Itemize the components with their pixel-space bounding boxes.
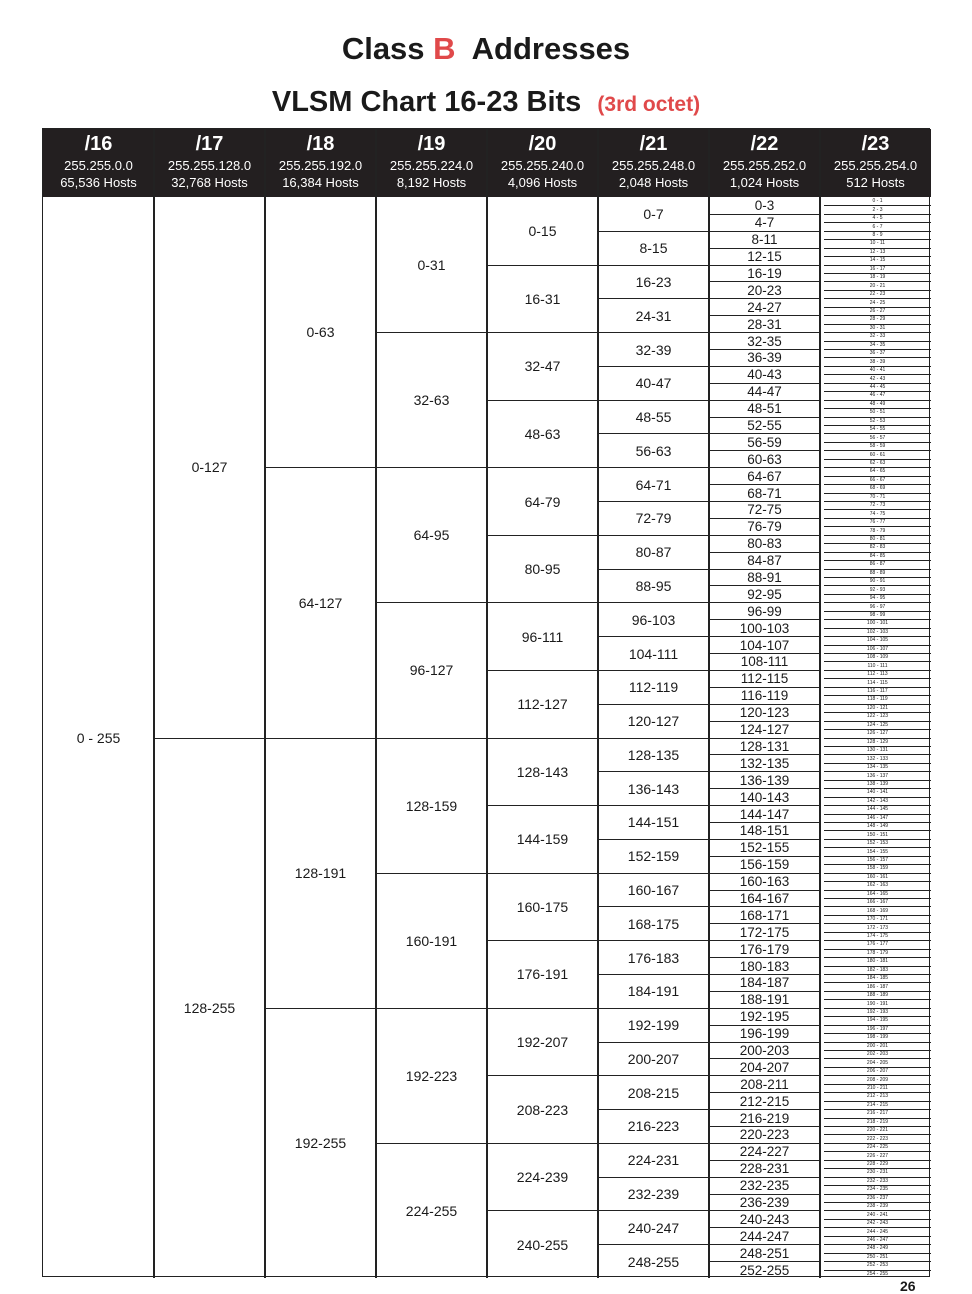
range-cell: 154 - 155 (824, 847, 931, 855)
header-mask: 255.255.252.0 (722, 158, 807, 173)
column-header (487, 129, 598, 197)
range-cell: 212 - 213 (824, 1092, 931, 1100)
range-cell: 50 - 51 (824, 408, 931, 416)
column-header (376, 129, 487, 197)
range-cell: 138 - 139 (824, 780, 931, 788)
class-letter: B (433, 31, 456, 66)
range-cell: 156-159 (709, 856, 820, 873)
range-cell: 74 - 75 (824, 509, 931, 517)
range-cell: 192-223 (376, 1008, 487, 1143)
range-cell: 240 - 241 (824, 1210, 931, 1218)
range-cell: 184-191 (598, 974, 709, 1008)
range-cell: 226 - 227 (824, 1151, 931, 1159)
range-cell: 134 - 135 (824, 763, 931, 771)
range-cell: 252 - 253 (824, 1261, 931, 1269)
range-cell: 168-175 (598, 906, 709, 940)
range-cell: 224-239 (487, 1143, 598, 1211)
page-title (0, 31, 972, 67)
range-cell: 16-31 (487, 265, 598, 333)
header-hosts: 32,768 Hosts (171, 175, 248, 190)
header-mask: 255.255.128.0 (167, 158, 252, 173)
range-cell: 88 - 89 (824, 569, 931, 577)
range-cell: 54 - 55 (824, 425, 931, 433)
range-cell: 24-31 (598, 298, 709, 332)
range-cell: 42 - 43 (824, 374, 931, 382)
range-cell: 220 - 221 (824, 1126, 931, 1134)
header-prefix: /22 (750, 133, 779, 155)
range-cell: 0-63 (306, 324, 335, 341)
range-cell: 128-135 (598, 738, 709, 772)
range-cell: 22 - 23 (824, 290, 931, 298)
range-cell: 162 - 163 (824, 881, 931, 889)
range-cell: 164-167 (709, 890, 820, 907)
range-cell: 224-231 (598, 1143, 709, 1177)
range-cell: 8 - 9 (824, 231, 931, 239)
range-cell: 208 - 209 (824, 1075, 931, 1083)
range-cell: 128-131 (709, 738, 820, 755)
range-cell: 96-99 (709, 602, 820, 619)
range-cell: 32 - 33 (824, 332, 931, 340)
range-cell: 80-83 (709, 535, 820, 552)
range-cell: 152 - 153 (824, 839, 931, 847)
header-mask: 255.255.0.0 (64, 158, 133, 173)
range-cell: 82 - 83 (824, 543, 931, 551)
range-cell: 0-127 (191, 459, 228, 476)
range-cell: 144-159 (487, 805, 598, 873)
range-cell: 192-207 (487, 1008, 598, 1076)
column-header (43, 129, 154, 197)
range-cell: 214 - 215 (824, 1101, 931, 1109)
header-mask: 255.255.192.0 (278, 158, 363, 173)
range-cell: 64 - 65 (824, 467, 931, 475)
range-cell: 144-151 (598, 805, 709, 839)
range-cell: 122 - 123 (824, 712, 931, 720)
range-cell: 0 - 255 (76, 729, 121, 746)
range-cell: 56 - 57 (824, 433, 931, 441)
range-cell: 172-175 (709, 923, 820, 940)
range-cell: 40-43 (709, 366, 820, 383)
range-cell: 180-183 (709, 957, 820, 974)
range-cell: 98 - 99 (824, 611, 931, 619)
range-cell: 6 - 7 (824, 222, 931, 230)
header-prefix: /20 (528, 133, 557, 155)
range-cell: 96-127 (376, 602, 487, 737)
range-cell: 64-67 (709, 467, 820, 484)
chart-subtitle (0, 86, 972, 119)
range-cell: 112 - 113 (824, 670, 931, 678)
range-cell: 68-71 (709, 484, 820, 501)
range-cell: 104 - 105 (824, 636, 931, 644)
range-cell: 152-159 (598, 839, 709, 873)
range-cell: 224-255 (376, 1143, 487, 1278)
range-cell: 136-143 (598, 771, 709, 805)
range-cell: 44 - 45 (824, 383, 931, 391)
range-cell: 70 - 71 (824, 493, 931, 501)
range-cell: 176-183 (598, 940, 709, 974)
range-cell: 236-239 (709, 1194, 820, 1211)
range-cell: 48-63 (487, 400, 598, 468)
range-cell: 208-211 (709, 1075, 820, 1092)
range-cell: 4 - 5 (824, 214, 931, 222)
range-cell: 64-79 (487, 467, 598, 535)
range-cell: 244 - 245 (824, 1227, 931, 1235)
range-cell: 60 - 61 (824, 450, 931, 458)
range-cell: 186 - 187 (824, 982, 931, 990)
range-cell: 28-31 (709, 315, 820, 332)
range-cell: 130 - 131 (824, 746, 931, 754)
range-cell: 200-203 (709, 1042, 820, 1059)
range-cell: 128-255 (154, 738, 265, 1279)
range-cell: 96-103 (598, 602, 709, 636)
range-cell: 196 - 197 (824, 1025, 931, 1033)
range-cell: 8-15 (598, 231, 709, 265)
range-cell: 52-55 (709, 417, 820, 434)
range-cell: 62 - 63 (824, 459, 931, 467)
range-cell: 140-143 (709, 788, 820, 805)
header-prefix: /19 (417, 133, 446, 155)
range-cell: 242 - 243 (824, 1219, 931, 1227)
range-cell: 14 - 15 (824, 256, 931, 264)
range-cell: 56-59 (709, 433, 820, 450)
range-cell: 180 - 181 (824, 957, 931, 965)
range-cell: 164 - 165 (824, 890, 931, 898)
range-cell: 246 - 247 (824, 1236, 931, 1244)
range-cell: 232-235 (709, 1177, 820, 1194)
range-cell: 250 - 251 (824, 1253, 931, 1261)
range-cell: 116 - 117 (824, 687, 931, 695)
range-cell: 248-251 (709, 1244, 820, 1261)
range-cell: 234 - 235 (824, 1185, 931, 1193)
range-cell: 244-247 (709, 1227, 820, 1244)
range-cell: 84-87 (709, 552, 820, 569)
range-cell: 100-103 (709, 619, 820, 636)
range-cell: 136 - 137 (824, 771, 931, 779)
header-hosts: 4,096 Hosts (507, 175, 578, 190)
column-header (154, 129, 265, 197)
range-cell: 0-31 (417, 256, 446, 273)
octet-note: (3rd octet) (597, 93, 701, 116)
range-cell: 248-255 (598, 1244, 709, 1278)
range-cell: 240-255 (487, 1210, 598, 1278)
range-cell: 168-171 (709, 906, 820, 923)
header-prefix: /16 (84, 133, 113, 155)
range-cell: 112-119 (598, 670, 709, 704)
range-cell: 40 - 41 (824, 366, 931, 374)
range-cell: 88-95 (598, 569, 709, 603)
range-cell: 16 - 17 (824, 265, 931, 273)
range-cell: 128 - 129 (824, 738, 931, 746)
range-cell: 32-35 (709, 332, 820, 349)
range-cell: 56-63 (598, 433, 709, 467)
range-cell: 20 - 21 (824, 281, 931, 289)
range-cell: 26 - 27 (824, 307, 931, 315)
header-mask: 255.255.224.0 (389, 158, 474, 173)
range-cell: 94 - 95 (824, 594, 931, 602)
range-cell: 238 - 239 (824, 1202, 931, 1210)
range-cell: 156 - 157 (824, 856, 931, 864)
vlsm-table (42, 128, 930, 1277)
range-cell: 208-223 (487, 1075, 598, 1143)
range-cell: 64-127 (265, 467, 376, 737)
range-cell: 184 - 185 (824, 974, 931, 982)
range-cell: 240-243 (709, 1210, 820, 1227)
range-cell: 104-107 (709, 636, 820, 653)
range-cell: 232 - 233 (824, 1177, 931, 1185)
range-cell: 218 - 219 (824, 1118, 931, 1126)
range-cell: 152-155 (709, 839, 820, 856)
range-cell: 200 - 201 (824, 1042, 931, 1050)
range-cell: 158 - 159 (824, 864, 931, 872)
range-cell: 200-207 (598, 1042, 709, 1076)
range-cell: 78 - 79 (824, 526, 931, 534)
range-cell: 76 - 77 (824, 518, 931, 526)
range-cell: 174 - 175 (824, 932, 931, 940)
range-cell: 120-123 (709, 704, 820, 721)
range-cell: 96-111 (487, 602, 598, 670)
column-header (820, 129, 931, 197)
range-cell: 86 - 87 (824, 560, 931, 568)
range-cell: 148 - 149 (824, 822, 931, 830)
range-cell: 210 - 211 (824, 1084, 931, 1092)
header-mask: 255.255.240.0 (500, 158, 585, 173)
range-cell: 148-151 (709, 822, 820, 839)
range-cell: 146 - 147 (824, 814, 931, 822)
range-cell: 80-87 (598, 535, 709, 569)
range-cell: 12 - 13 (824, 248, 931, 256)
range-cell: 58 - 59 (824, 442, 931, 450)
header-prefix: /23 (861, 133, 890, 155)
range-cell: 216-223 (598, 1109, 709, 1143)
range-cell: 16-23 (598, 265, 709, 299)
range-cell: 38 - 39 (824, 357, 931, 365)
range-cell: 228 - 229 (824, 1160, 931, 1168)
range-cell: 192-255 (265, 1008, 376, 1278)
range-cell: 16-19 (709, 265, 820, 282)
range-cell: 212-215 (709, 1092, 820, 1109)
range-cell: 0 - 1 (872, 197, 883, 204)
range-cell: 112-115 (709, 670, 820, 687)
range-cell: 224 - 225 (824, 1143, 931, 1151)
range-cell: 208-215 (598, 1075, 709, 1109)
range-cell: 140 - 141 (824, 788, 931, 796)
header-prefix: /18 (306, 133, 335, 155)
range-cell: 84 - 85 (824, 552, 931, 560)
range-cell: 104-111 (598, 636, 709, 670)
range-cell: 24-27 (709, 298, 820, 315)
range-cell: 28 - 29 (824, 315, 931, 323)
range-cell: 64-95 (376, 467, 487, 602)
range-cell: 194 - 195 (824, 1016, 931, 1024)
range-cell: 176-179 (709, 940, 820, 957)
range-cell: 196-199 (709, 1025, 820, 1042)
header-hosts: 65,536 Hosts (60, 175, 137, 190)
range-cell: 192-199 (598, 1008, 709, 1042)
range-cell: 0-15 (528, 222, 557, 239)
range-cell: 10 - 11 (824, 239, 931, 247)
range-cell: 124 - 125 (824, 721, 931, 729)
range-cell: 108 - 109 (824, 653, 931, 661)
header-hosts: 8,192 Hosts (396, 175, 467, 190)
page-number: 26 (900, 1278, 916, 1294)
range-cell: 168 - 169 (824, 906, 931, 914)
header-mask: 255.255.248.0 (611, 158, 696, 173)
column-header (265, 129, 376, 197)
range-cell: 124-127 (709, 721, 820, 738)
range-cell: 116-119 (709, 687, 820, 704)
range-cell: 72-75 (709, 501, 820, 518)
header-hosts: 2,048 Hosts (618, 175, 689, 190)
column-header (709, 129, 820, 197)
range-cell: 178 - 179 (824, 949, 931, 957)
range-cell: 240-247 (598, 1210, 709, 1244)
range-cell: 120 - 121 (824, 704, 931, 712)
range-cell: 80 - 81 (824, 535, 931, 543)
range-cell: 188-191 (709, 991, 820, 1008)
range-cell: 220-223 (709, 1126, 820, 1143)
header-mask: 255.255.254.0 (833, 158, 918, 173)
column-header (598, 129, 709, 197)
range-cell: 144 - 145 (824, 805, 931, 813)
header-hosts: 1,024 Hosts (729, 175, 800, 190)
range-cell: 114 - 115 (824, 678, 931, 686)
range-cell: 230 - 231 (824, 1168, 931, 1176)
range-cell: 110 - 111 (824, 661, 931, 669)
range-cell: 206 - 207 (824, 1067, 931, 1075)
range-cell: 30 - 31 (824, 324, 931, 332)
range-cell: 160-175 (487, 873, 598, 941)
range-cell: 132 - 133 (824, 754, 931, 762)
range-cell: 160 - 161 (824, 873, 931, 881)
subtitle-text: VLSM Chart 16-23 Bits (271, 86, 582, 118)
range-cell: 100 - 101 (824, 619, 931, 627)
range-cell: 80-95 (487, 535, 598, 603)
range-cell: 184-187 (709, 974, 820, 991)
range-cell: 32-63 (376, 332, 487, 467)
range-cell: 182 - 183 (824, 966, 931, 974)
range-cell: 44-47 (709, 383, 820, 400)
range-cell: 176-191 (487, 940, 598, 1008)
range-cell: 192-195 (709, 1008, 820, 1025)
range-cell: 112-127 (487, 670, 598, 738)
range-cell: 170 - 171 (824, 915, 931, 923)
range-cell: 128-143 (487, 738, 598, 806)
range-cell: 4-7 (709, 214, 820, 231)
range-cell: 204 - 205 (824, 1058, 931, 1066)
range-cell: 36-39 (709, 349, 820, 366)
range-cell: 136-139 (709, 771, 820, 788)
range-cell: 190 - 191 (824, 999, 931, 1007)
range-cell: 66 - 67 (824, 476, 931, 484)
range-cell: 102 - 103 (824, 628, 931, 636)
range-cell: 48-51 (709, 400, 820, 417)
range-cell: 202 - 203 (824, 1050, 931, 1058)
range-cell: 72 - 73 (824, 501, 931, 509)
range-cell: 52 - 53 (824, 417, 931, 425)
range-cell: 160-163 (709, 873, 820, 890)
range-cell: 216 - 217 (824, 1109, 931, 1117)
range-cell: 64-71 (598, 467, 709, 501)
range-cell: 92 - 93 (824, 585, 931, 593)
range-cell: 166 - 167 (824, 898, 931, 906)
range-cell: 32-39 (598, 332, 709, 366)
range-cell: 150 - 151 (824, 830, 931, 838)
range-cell: 90 - 91 (824, 577, 931, 585)
range-cell: 46 - 47 (824, 391, 931, 399)
range-cell: 160-167 (598, 873, 709, 907)
range-cell: 96 - 97 (824, 602, 931, 610)
range-cell: 76-79 (709, 518, 820, 535)
range-cell: 172 - 173 (824, 923, 931, 931)
range-cell: 68 - 69 (824, 484, 931, 492)
range-cell: 144-147 (709, 805, 820, 822)
range-cell: 236 - 237 (824, 1194, 931, 1202)
range-cell: 176 - 177 (824, 940, 931, 948)
range-cell: 216-219 (709, 1109, 820, 1126)
range-cell: 72-79 (598, 501, 709, 535)
range-cell: 118 - 119 (824, 695, 931, 703)
range-cell: 188 - 189 (824, 991, 931, 999)
range-cell: 198 - 199 (824, 1033, 931, 1041)
range-cell: 48-55 (598, 400, 709, 434)
range-cell: 8-11 (709, 231, 820, 248)
range-cell: 128-191 (265, 738, 376, 1008)
range-cell: 36 - 37 (824, 349, 931, 357)
range-cell: 2 - 3 (824, 205, 931, 213)
header-hosts: 512 Hosts (846, 175, 905, 190)
range-cell: 32-47 (487, 332, 598, 400)
range-cell: 120-127 (598, 704, 709, 738)
range-cell: 252-255 (709, 1261, 820, 1278)
range-cell: 224-227 (709, 1143, 820, 1160)
range-cell: 132-135 (709, 754, 820, 771)
header-prefix: /21 (639, 133, 668, 155)
range-cell: 20-23 (709, 281, 820, 298)
range-cell: 232-239 (598, 1177, 709, 1211)
range-cell: 24 - 25 (824, 298, 931, 306)
range-cell: 0-3 (754, 197, 775, 213)
range-cell: 108-111 (709, 653, 820, 670)
range-cell: 254 - 255 (824, 1270, 931, 1278)
range-cell: 18 - 19 (824, 273, 931, 281)
header-prefix: /17 (195, 133, 224, 155)
range-cell: 204-207 (709, 1058, 820, 1075)
header-hosts: 16,384 Hosts (282, 175, 359, 190)
range-cell: 128-159 (376, 738, 487, 873)
range-cell: 48 - 49 (824, 400, 931, 408)
range-cell: 106 - 107 (824, 645, 931, 653)
range-cell: 160-191 (376, 873, 487, 1008)
range-cell: 142 - 143 (824, 797, 931, 805)
range-cell: 192 - 193 (824, 1008, 931, 1016)
range-cell: 88-91 (709, 569, 820, 586)
range-cell: 60-63 (709, 450, 820, 467)
range-cell: 40-47 (598, 366, 709, 400)
range-cell: 92-95 (709, 585, 820, 602)
range-cell: 248 - 249 (824, 1244, 931, 1252)
range-cell: 34 - 35 (824, 341, 931, 349)
title-prefix: Class (341, 31, 425, 66)
range-cell: 222 - 223 (824, 1134, 931, 1142)
range-cell: 12-15 (709, 248, 820, 265)
range-cell: 0-7 (643, 205, 664, 222)
range-cell: 126 - 127 (824, 729, 931, 737)
title-suffix: Addresses (471, 31, 631, 66)
range-cell: 228-231 (709, 1160, 820, 1177)
